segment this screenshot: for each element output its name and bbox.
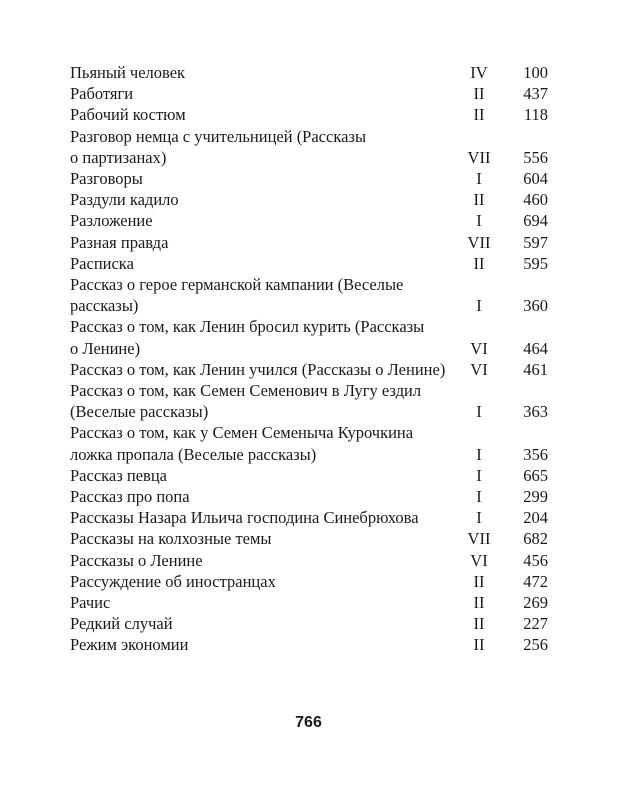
entry-page: 456: [523, 550, 548, 570]
entry-title: Рассказы Назара Ильича господина Синебрюхова: [70, 508, 419, 528]
entry-title: Расписка: [70, 253, 134, 273]
entry-volume: I: [476, 487, 482, 507]
entry-page: 227: [523, 614, 548, 634]
entry-page: 665: [523, 465, 548, 485]
index-entry: [70, 83, 550, 104]
entry-page: 299: [523, 487, 548, 507]
index-entry: [70, 465, 550, 486]
entry-volume: I: [476, 508, 482, 528]
entry-volume: I: [476, 402, 482, 422]
entry-page: 461: [523, 359, 548, 379]
entry-page: 204: [523, 508, 548, 528]
entry-title: Рассказ о том, как у Семен Семеныча Курочкина ложка пропала (Веселые рассказы): [70, 423, 414, 464]
entry-volume: VII: [467, 529, 491, 549]
entry-volume: VII: [467, 232, 491, 252]
index-entry: [70, 253, 550, 274]
entry-volume: VI: [470, 550, 488, 570]
index-entry: [70, 571, 550, 592]
entry-page: 464: [523, 338, 548, 358]
entry-volume: I: [476, 465, 482, 485]
entry-volume: II: [473, 614, 485, 634]
index-entry: [70, 316, 550, 358]
entry-volume: I: [476, 444, 482, 464]
entry-volume: I: [476, 211, 482, 231]
entry-page: 595: [523, 253, 548, 273]
index-entry: [70, 232, 550, 253]
entry-volume: VI: [470, 338, 488, 358]
entry-title: Рассказ о том, как Ленин бросил курить (Рассказы о Ленине): [70, 317, 425, 358]
page-number: 766: [295, 714, 322, 731]
index-entry: [70, 507, 550, 528]
entry-page: 360: [523, 296, 548, 316]
entry-title: Разговоры: [70, 169, 143, 189]
entry-volume: II: [473, 84, 485, 104]
entry-page: 437: [523, 84, 548, 104]
entry-title: Редкий случай: [70, 614, 173, 634]
entry-page: 100: [523, 63, 548, 82]
index-entry: [70, 359, 550, 380]
entry-title: Рассказ о том, как Ленин учился (Рассказы о Ленине): [70, 359, 446, 379]
index-entry: [70, 126, 550, 168]
entry-volume: II: [473, 105, 485, 125]
index-entry: [70, 550, 550, 571]
entry-page: 604: [523, 169, 548, 189]
entry-title: Рабочий костюм: [70, 105, 186, 125]
entry-volume: II: [473, 571, 485, 591]
entry-title: Разная правда: [70, 232, 169, 252]
entry-page: 472: [523, 571, 548, 591]
entry-volume: II: [473, 253, 485, 273]
entry-page: 269: [523, 593, 548, 613]
entry-page: 363: [523, 402, 548, 422]
index-entry: [70, 634, 550, 655]
entry-title: Работяги: [70, 84, 134, 104]
index-entry: [70, 210, 550, 231]
index-entry: [70, 486, 550, 507]
index-list: [70, 62, 550, 656]
index-entry: [70, 422, 550, 464]
index-entry: [70, 274, 550, 316]
entry-volume: II: [473, 635, 485, 655]
entry-page: 460: [523, 190, 548, 210]
entry-volume: VII: [467, 147, 491, 167]
entry-page: 256: [523, 635, 548, 655]
entry-page: 682: [523, 529, 548, 549]
index-entry: [70, 168, 550, 189]
entry-title: Рассказ певца: [70, 465, 167, 485]
entry-title: Разговор немца с учительницей (Рассказы о партизанах): [70, 126, 367, 167]
entry-page: 556: [523, 147, 548, 167]
entry-title: Рассказ о том, как Семен Семенович в Лугу ездил (Веселые рассказы): [70, 381, 422, 422]
entry-title: Раздули кадило: [70, 190, 179, 210]
index-entry: [70, 104, 550, 125]
entry-title: Рассказы о Ленине: [70, 550, 203, 570]
entry-page: 118: [523, 105, 548, 125]
index-entry: [70, 380, 550, 422]
entry-page: 694: [523, 211, 548, 231]
index-entry: [70, 62, 550, 83]
entry-volume: VI: [470, 359, 488, 379]
entry-title: Рассказ про попа: [70, 487, 190, 507]
entry-title: Режим экономии: [70, 635, 189, 655]
entry-volume: II: [473, 190, 485, 210]
entry-page: 356: [523, 444, 548, 464]
entry-title: Рачис: [70, 593, 111, 613]
entry-title: Рассказы на колхозные темы: [70, 529, 272, 549]
entry-title: Разложение: [70, 211, 153, 231]
entry-volume: IV: [470, 63, 488, 82]
entry-volume: I: [476, 296, 482, 316]
entry-title: Пьяный человек: [70, 63, 186, 82]
index-entry: [70, 189, 550, 210]
entry-title: Рассуждение об иностранцах: [70, 571, 276, 591]
entry-title: Рассказ о герое германской кампании (Веселые рассказы): [70, 275, 404, 316]
entry-volume: I: [476, 169, 482, 189]
index-entry: [70, 528, 550, 549]
index-entry: [70, 592, 550, 613]
index-entry: [70, 613, 550, 634]
entry-volume: II: [473, 593, 485, 613]
entry-page: 597: [523, 232, 548, 252]
